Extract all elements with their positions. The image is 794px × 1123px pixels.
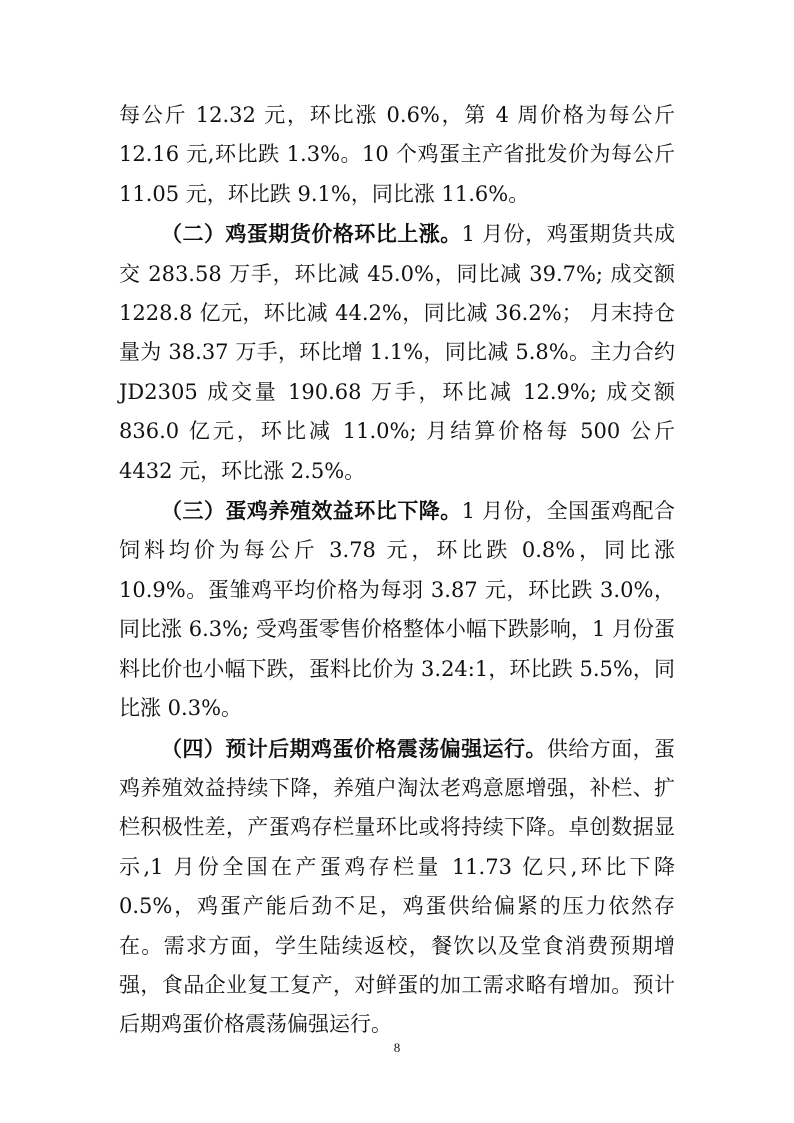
paragraph-continued [119, 96, 675, 214]
paragraph-2-text: 1 月份，鸡蛋期货共成交 283.58 万手，环比减 45.0%，同比减 39.7%; 成交额 1228.8 亿元，环比减 44.2%，同比减 36.2%； 月末持仓量为 38.37 万手，环比增 1.1%，同比减 5.8%。主力合约 JD2305 成交量 190.68 万手，环比减 12.9%; 成交额 836.0 亿元，环比减 11.0%; 月结算价格每 500 公斤 4432 元，环比涨 2.5%。 [119, 222, 675, 483]
paragraph-3-heading: （三）蛋鸡养殖效益环比下降。 [161, 498, 462, 524]
paragraph-3-text: 1 月份，全国蛋鸡配合饲料均价为每公斤 3.78 元，环比跌 0.8%，同比涨 10.9%。蛋雏鸡平均价格为每羽 3.87 元，环比跌 3.0%，同比涨 6.3%; 受鸡蛋零售价格整体小幅下跌影响，1 月份蛋料比价也小幅下跌，蛋料比价为 3.24:1，环比跌 5.5%，同比涨 0.3%。 [119, 499, 675, 721]
body-text [119, 96, 675, 1045]
paragraph-egg-futures [119, 214, 675, 491]
paragraph-2-heading: （二）鸡蛋期货价格环比上涨。 [161, 221, 462, 247]
page-number: 8 [393, 1040, 401, 1055]
paragraph-1-text: 每公斤 12.32 元，环比涨 0.6%，第 4 周价格为每公斤 12.16 元,环比跌 1.3%。10 个鸡蛋主产省批发价为每公斤 11.05 元，环比跌 9.1%，同比涨 11.6%。 [119, 103, 675, 206]
paragraph-price-outlook [119, 729, 675, 1045]
paragraph-layer-farming-benefits [119, 491, 675, 728]
paragraph-4-heading: （四）预计后期鸡蛋价格震荡偏强运行。 [161, 735, 547, 761]
paragraph-4-text: 供给方面，蛋鸡养殖效益持续下降，养殖户淘汰老鸡意愿增强，补栏、扩栏积极性差，产蛋鸡存栏量环比或将持续下降。卓创数据显示,1 月份全国在产蛋鸡存栏量 11.73 亿只,环比下降 0.5%，鸡蛋产能后劲不足，鸡蛋供给偏紧的压力依然存在。需求方面，学生陆续返校，餐饮以及堂食消费预期增强，食品企业复工复产，对鲜蛋的加工需求略有增加。预计后期鸡蛋价格震荡偏强运行。 [119, 736, 676, 1037]
